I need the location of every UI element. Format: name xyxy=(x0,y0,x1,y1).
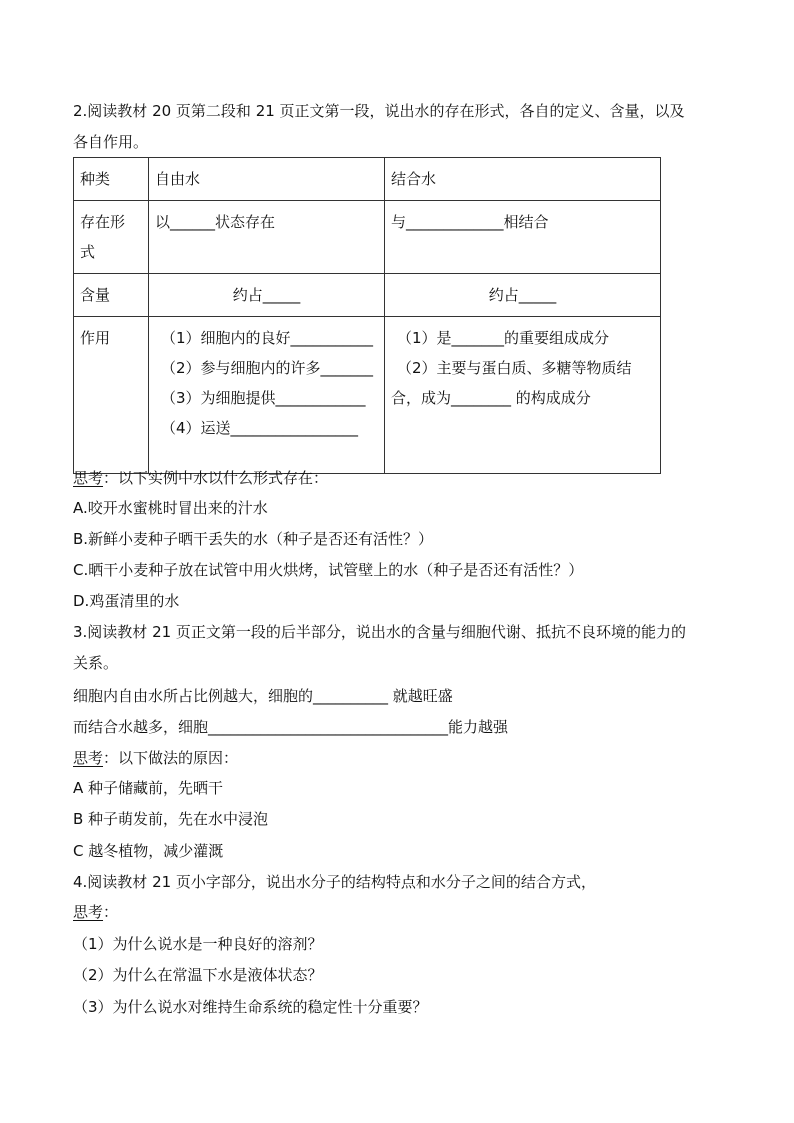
function-bound-item: 合，成为________ 的构成成分 xyxy=(391,389,591,407)
existence-label-line2: 式 xyxy=(80,243,96,261)
function-free-item: （3）为细胞提供____________ xyxy=(161,389,366,407)
think2-label: 思考 xyxy=(73,749,104,767)
think1-item-b: B.新鲜小麦种子晒干丢失的水（种子是否还有活性？） xyxy=(73,530,434,548)
table-row-content xyxy=(74,274,661,317)
section4-line1: 4.阅读教材 21 页小字部分，说出水分子的结构特点和水分子之间的结合方式， xyxy=(73,873,596,891)
function-free-item: （1）细胞内的良好___________ xyxy=(161,329,374,347)
table-row-header xyxy=(74,158,661,201)
think2-item-a: A 种子储藏前，先晒干 xyxy=(73,779,224,797)
function-bound xyxy=(385,317,661,474)
function-bound-item: （2）主要与蛋白质、多糖等物质结 xyxy=(397,359,632,377)
section2-line2: 各自作用。 xyxy=(73,133,149,151)
think2-item-c: C 越冬植物，减少灌溉 xyxy=(73,842,224,860)
header-bound-water: 结合水 xyxy=(385,158,661,201)
table-row-function xyxy=(74,317,661,474)
think1-item-d: D.鸡蛋清里的水 xyxy=(73,592,180,610)
think2-heading xyxy=(73,747,238,769)
existence-bound: 与_____________相结合 xyxy=(385,201,661,274)
section2-line1: 2.阅读教材 20 页第二段和 21 页正文第一段，说出水的存在形式，各自的定义、含量，以及 xyxy=(73,102,685,120)
section3-line1: 3.阅读教材 21 页正文第一段的后半部分，说出水的含量与细胞代谢、抵抗不良环境的能力的 xyxy=(73,623,686,641)
think3-item-3: （3）为什么说水对维持生命系统的稳定性十分重要？ xyxy=(73,998,428,1016)
function-free xyxy=(149,317,385,474)
header-free-water: 自由水 xyxy=(149,158,385,201)
existence-label-line1: 存在形 xyxy=(80,213,126,231)
think1-item-c: C.晒干小麦种子放在试管中用火烘烤，试管壁上的水（种子是否还有活性？） xyxy=(73,561,584,579)
think3-item-1: （1）为什么说水是一种良好的溶剂？ xyxy=(73,935,323,953)
content-bound: 约占_____ xyxy=(385,274,661,317)
water-forms-table xyxy=(73,157,661,474)
think3-text: ： xyxy=(103,903,119,921)
header-kind: 种类 xyxy=(74,158,149,201)
think3-label: 思考 xyxy=(73,903,104,921)
think1-item-a: A.咬开水蜜桃时冒出来的汁水 xyxy=(73,499,268,517)
think1-heading xyxy=(73,467,328,489)
think2-text: ：以下做法的原因： xyxy=(103,749,239,767)
content-free: 约占_____ xyxy=(149,274,385,317)
function-free-item: （4）运送_________________ xyxy=(161,419,359,437)
think3-heading xyxy=(73,901,118,923)
table-row-existence xyxy=(74,201,661,274)
think2-item-b: B 种子萌发前，先在水中浸泡 xyxy=(73,810,269,828)
think1-label: 思考 xyxy=(73,469,104,487)
section3-fill1: 细胞内自由水所占比例越大，细胞的__________ 就越旺盛 xyxy=(73,687,453,705)
section3-fill2: 而结合水越多，细胞________________________________能力越强 xyxy=(73,718,509,736)
existence-label xyxy=(74,201,149,274)
think1-text: ：以下实例中水以什么形式存在： xyxy=(103,469,329,487)
function-bound-item: （1）是_______的重要组成成分 xyxy=(397,329,610,347)
function-free-item: （2）参与细胞内的许多_______ xyxy=(161,359,374,377)
existence-free: 以______状态存在 xyxy=(149,201,385,274)
content-label: 含量 xyxy=(74,274,149,317)
section3-line2: 关系。 xyxy=(73,654,119,672)
function-label: 作用 xyxy=(74,317,149,474)
think3-item-2: （2）为什么在常温下水是液体状态？ xyxy=(73,966,323,984)
